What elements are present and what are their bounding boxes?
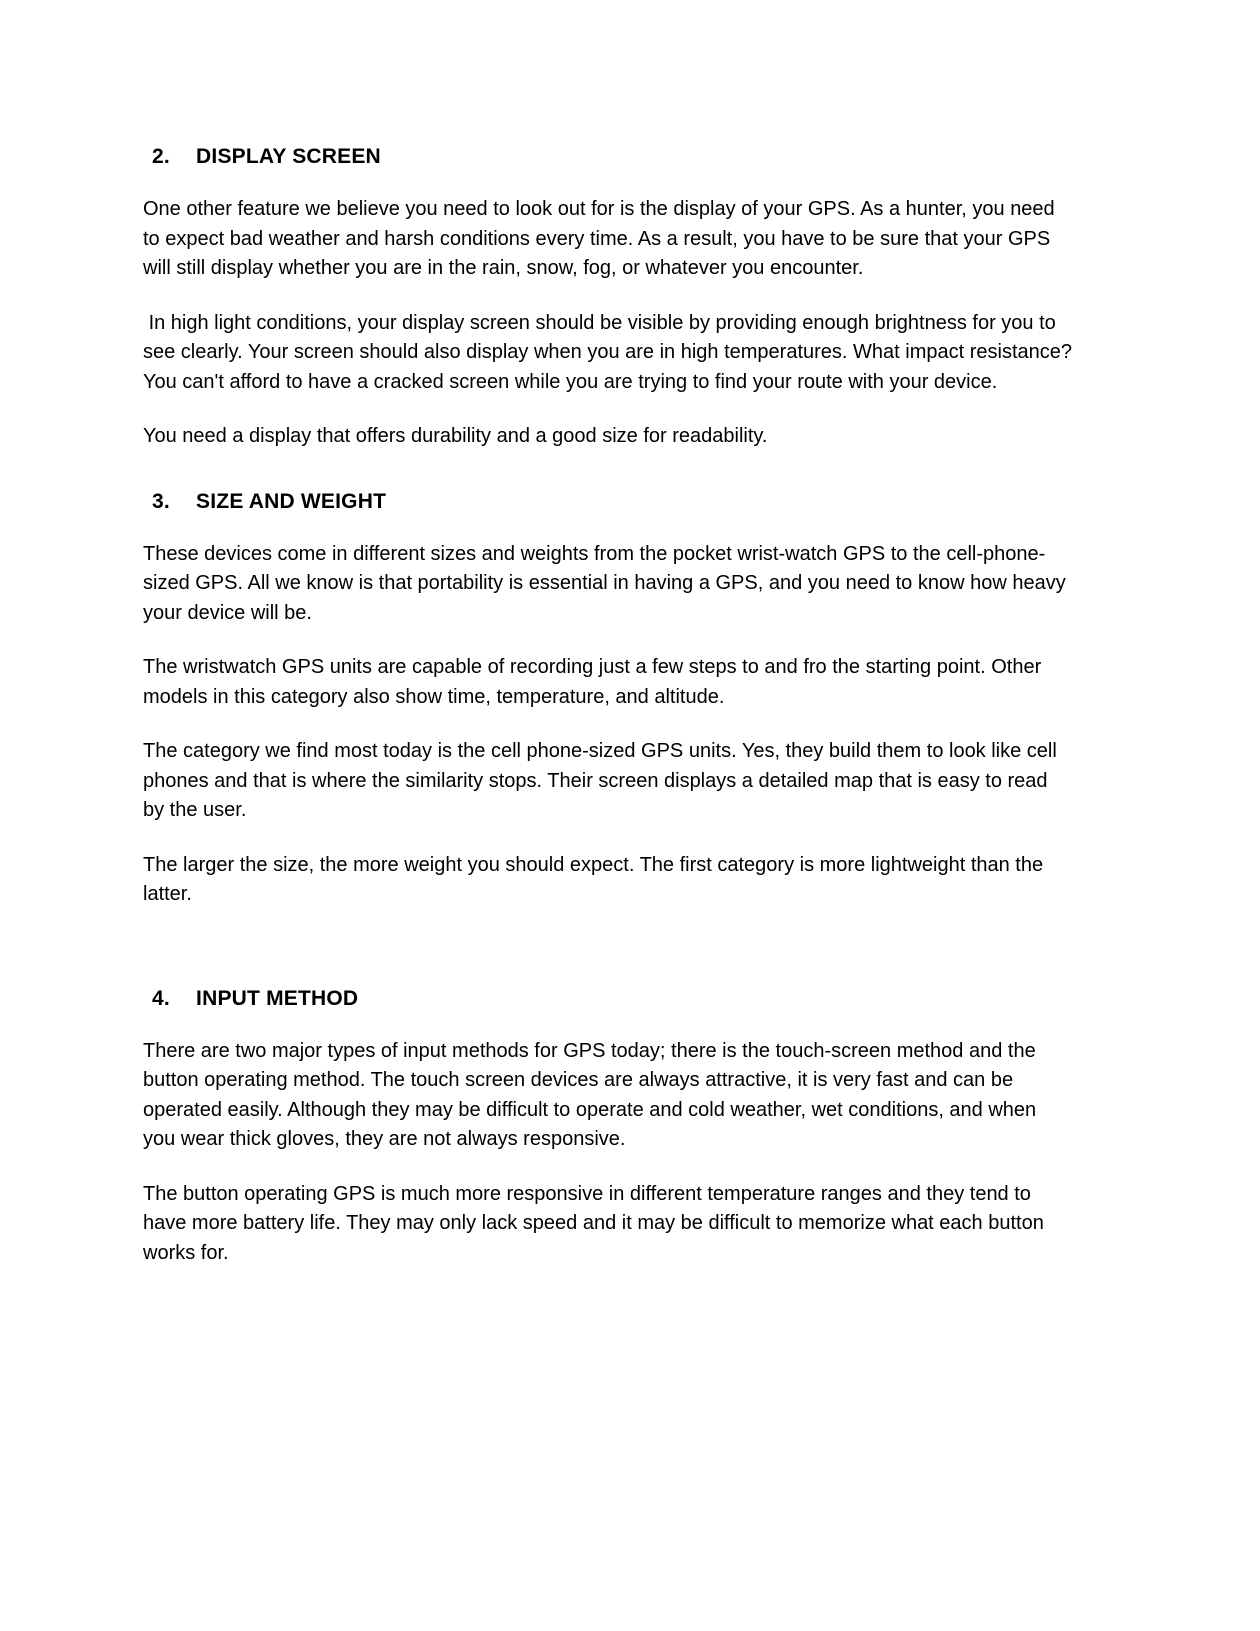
paragraph: The button operating GPS is much more responsive in different temperature ranges and they tend to have more battery life. They may only lack speed and it may be difficult to memorize what each button works for.	[143, 1182, 1050, 1264]
document-section	[143, 984, 1072, 1269]
paragraph: There are two major types of input methods for GPS today; there is the touch-screen method and the button operating method. The touch screen devices are always attractive, it is very fast and can be operated easily. Although they may be difficult to operate and cold weather, wet conditions, and when you wear thick gloves, they are not always responsive.	[143, 1039, 1042, 1150]
section-number: 2.	[152, 145, 170, 168]
paragraph: The larger the size, the more weight you should expect. The first category is more lightweight than the latter.	[143, 853, 1049, 905]
section-number: 4.	[152, 986, 170, 1010]
paragraph: You need a display that offers durability and a good size for readability.	[143, 425, 768, 447]
paragraph: One other feature we believe you need to look out for is the display of your GPS. As a hunter, you need to expect bad weather and harsh conditions every time. As a result, you have to be sure that your GPS will still display whether you are in the rain, snow, fog, or whatever you encounter.	[143, 198, 1061, 279]
section-title: INPUT METHOD	[196, 986, 359, 1010]
section-heading	[143, 487, 1072, 516]
section-title: SIZE AND WEIGHT	[196, 489, 387, 513]
paragraph: The category we find most today is the cell phone-sized GPS units. Yes, they build them to look like cell phones and that is where the similarity stops. Their screen displays a detailed map that is easy to read by the user.	[143, 740, 1063, 821]
document-section	[143, 142, 1078, 452]
paragraph: In high light conditions, your display screen should be visible by providing enough brightness for you to see clearly. Your screen should also display when you are in high temperatures. What impact resistance? You can't afford to have a cracked screen while you are trying to find your route with your device.	[143, 311, 1078, 393]
section-heading	[143, 984, 1072, 1013]
section-number: 3.	[152, 489, 170, 513]
document-section	[143, 487, 1072, 910]
paragraph: These devices come in different sizes and weights from the pocket wrist-watch GPS to the cell-phone-sized GPS. All we know is that portability is essential in having a GPS, and you need to know how heavy your device will be.	[143, 542, 1072, 624]
document-body	[143, 142, 1078, 1268]
section-title: DISPLAY SCREEN	[196, 145, 381, 168]
section-heading	[143, 142, 1072, 171]
paragraph: The wristwatch GPS units are capable of recording just a few steps to and fro the starting point. Other models in this category also show time, temperature, and altitude.	[143, 656, 1047, 708]
